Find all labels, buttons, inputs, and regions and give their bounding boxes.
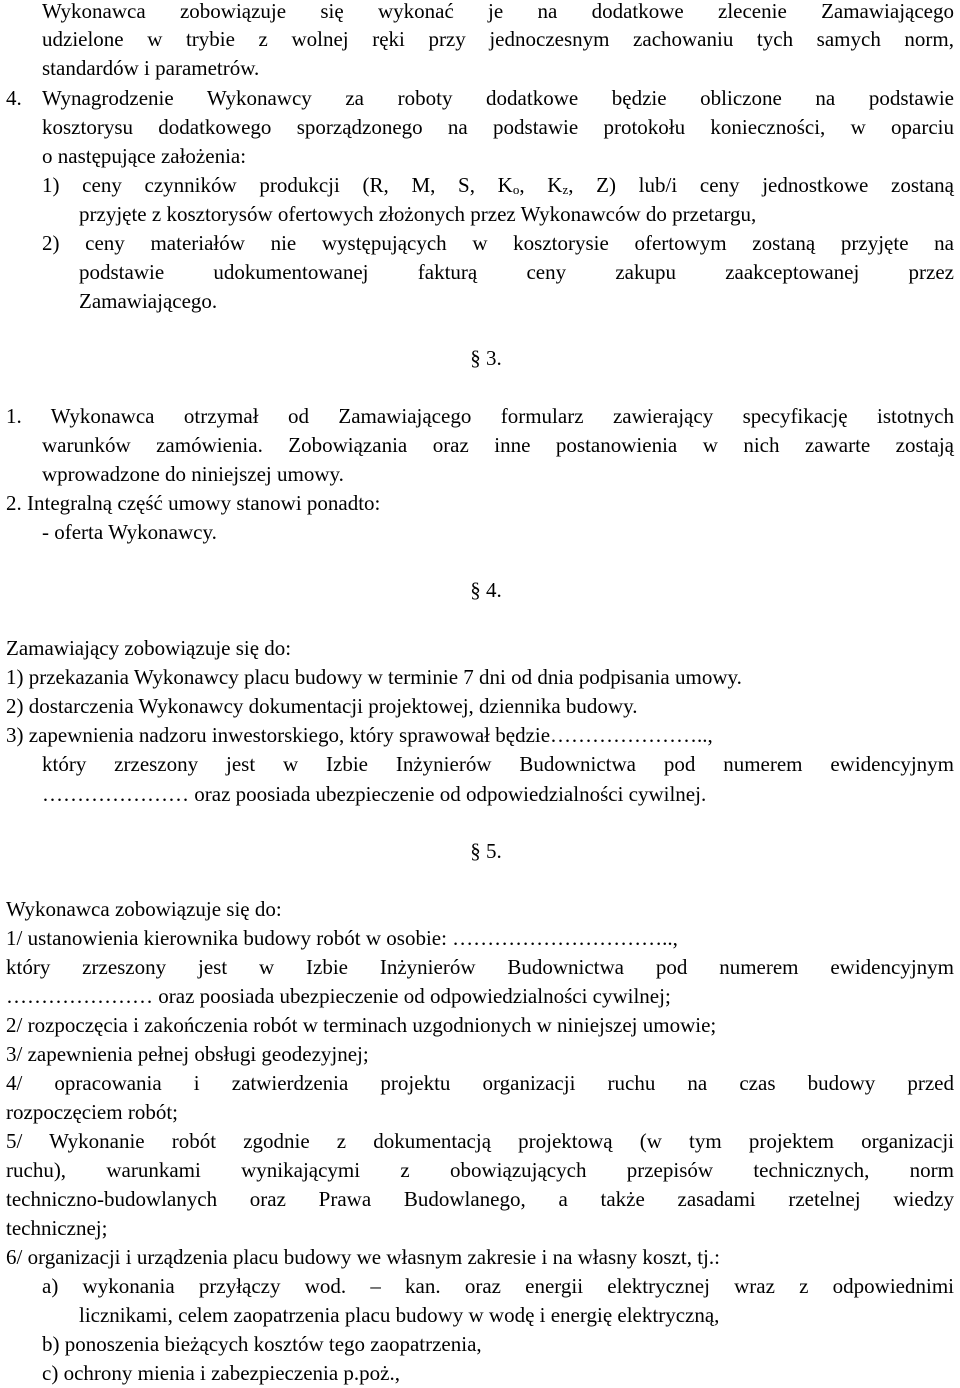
text-line: podstawie udokumentowanej fakturą ceny zakupu zaakceptowanej przez <box>79 260 954 284</box>
text-line: Wykonawca zobowiązuje się wykonać je na dodatkowe zlecenie Zamawiającego <box>42 0 954 23</box>
list-item: 2) dostarczenia Wykonawcy dokumentacji projektowej, dziennika budowy. <box>6 694 638 718</box>
sub-list-item: a) wykonania przyłączy wod. – kan. oraz energii elektrycznej wraz z odpowiednimi <box>42 1274 954 1298</box>
text-line: Wynagrodzenie Wykonawcy za roboty dodatkowe będzie obliczone na podstawie <box>42 86 954 110</box>
list-item: 5/ Wykonanie robót zgodnie z dokumentacją projektową (w tym projektem organizacji <box>6 1129 954 1153</box>
text-line: Zamawiający zobowiązuje się do: <box>6 636 292 660</box>
text-line: ………………… oraz poosiada ubezpieczenie od odpowiedzialności cywilnej. <box>42 782 707 806</box>
text-segment: , Z) lub/i ceny jednostkowe zostaną <box>568 173 954 197</box>
list-item: 2/ rozpoczęcia i zakończenia robót w terminach uzgodnionych w niniejszej umowie; <box>6 1013 717 1037</box>
text-line: licznikami, celem zaopatrzenia placu budowy w wodę i energię elektryczną, <box>79 1303 720 1327</box>
list-item: 4/ opracowania i zatwierdzenia projektu organizacji ruchu na czas budowy przed <box>6 1071 954 1095</box>
text-line: technicznej; <box>6 1216 108 1240</box>
list-item: 3) zapewnienia nadzoru inwestorskiego, który sprawował będzie………………….., <box>6 723 713 747</box>
section-heading: § 3. <box>470 346 502 370</box>
text-line: udzielone w trybie z wolnej ręki przy jednoczesnym zachowaniu tych samych norm, <box>42 27 954 51</box>
list-item: 2) ceny materiałów nie występujących w kosztorysie ofertowym zostaną przyjęte na <box>42 231 954 255</box>
text-line: przyjęte z kosztorysów ofertowych złożonych przez Wykonawców do przetargu, <box>79 202 757 226</box>
text-segment: 1) ceny czynników produkcji (R, M, S, K <box>42 173 513 197</box>
section-heading: § 5. <box>470 839 502 863</box>
list-item: 3/ zapewnienia pełnej obsługi geodezyjnej; <box>6 1042 369 1066</box>
text-line: 2. Integralną część umowy stanowi ponadto: <box>6 491 381 515</box>
text-segment: , K <box>519 173 563 197</box>
list-item: 6/ organizacji i urządzenia placu budowy we własnym zakresie i na własny koszt, tj.: <box>6 1245 720 1269</box>
text-line: kosztorysu dodatkowego sporządzonego na podstawie protokołu konieczności, w oparciu <box>42 115 954 139</box>
text-line: ………………… oraz poosiada ubezpieczenie od odpowiedzialności cywilnej; <box>6 984 671 1008</box>
subscript: o <box>512 182 520 197</box>
sub-list-item: b) ponoszenia bieżących kosztów tego zaopatrzenia, <box>42 1332 482 1356</box>
sub-list-item: c) ochrony mienia i zabezpieczenia p.poż., <box>42 1361 400 1385</box>
subscript: z <box>562 182 569 197</box>
list-item: 1/ ustanowienia kierownika budowy robót w osobie: ………………………….., <box>6 926 678 950</box>
text-line: o następujące założenia: <box>42 144 247 168</box>
paragraph-number: 4. <box>6 86 22 110</box>
list-item <box>42 171 954 200</box>
text-line: warunków zamówienia. Zobowiązania oraz inne postanowienia w nich zawarte zostają <box>42 433 954 457</box>
text-line: ruchu), warunkami wynikającymi z obowiązujących przepisów technicznych, norm <box>6 1158 954 1182</box>
text-line: standardów i parametrów. <box>42 56 260 80</box>
section-heading: § 4. <box>470 578 502 602</box>
text-line: 1. Wykonawca otrzymał od Zamawiającego formularz zawierający specyfikację istotnych <box>6 404 954 428</box>
text-line: techniczno-budowlanych oraz Prawa Budowlanego, a także zasadami rzetelnej wiedzy <box>6 1187 954 1211</box>
list-item: 1) przekazania Wykonawcy placu budowy w terminie 7 dni od dnia podpisania umowy. <box>6 665 742 689</box>
text-line: rozpoczęciem robót; <box>6 1100 178 1124</box>
text-line: Wykonawca zobowiązuje się do: <box>6 897 282 921</box>
text-line: - oferta Wykonawcy. <box>42 520 217 544</box>
text-line: który zrzeszony jest w Izbie Inżynierów Budownictwa pod numerem ewidencyjnym <box>6 955 954 979</box>
text-line: Zamawiającego. <box>79 289 218 313</box>
text-line: który zrzeszony jest w Izbie Inżynierów Budownictwa pod numerem ewidencyjnym <box>42 752 954 776</box>
text-line: wprowadzone do niniejszej umowy. <box>42 462 344 486</box>
